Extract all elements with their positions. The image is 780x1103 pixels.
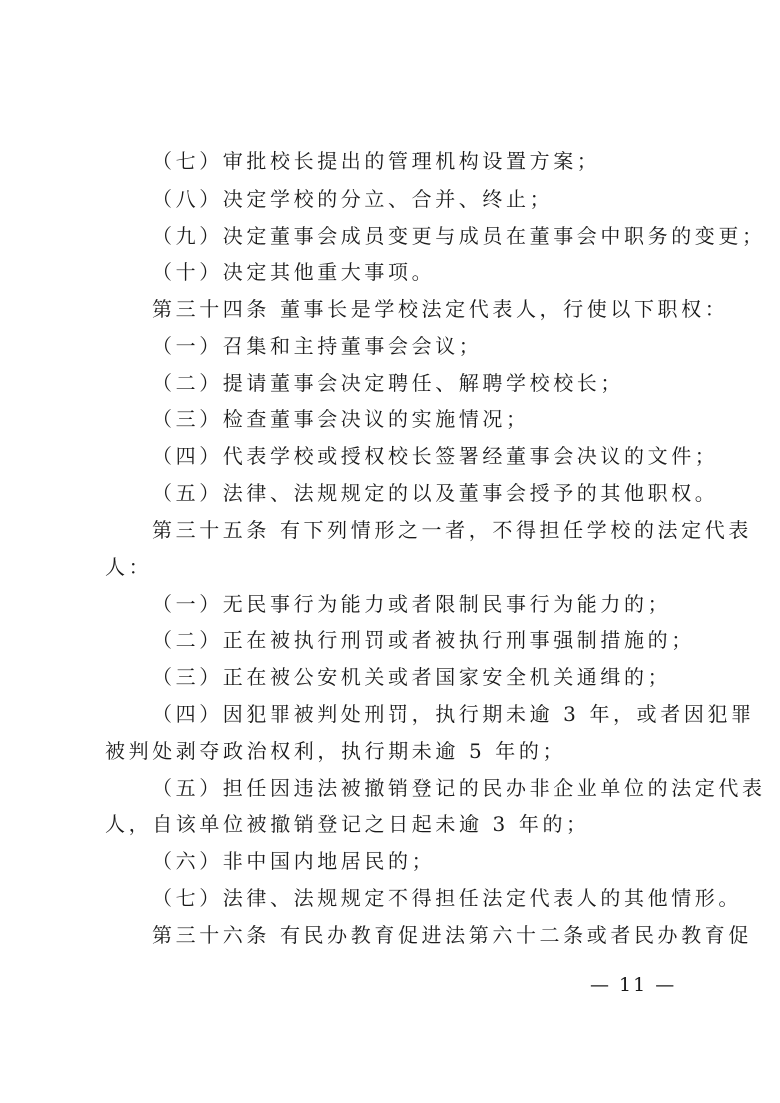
article-35-item-5-continued: 人，自该单位被撤销登记之日起未逾 3 年的； (105, 812, 590, 836)
article-34-item-5: （五）法律、法规规定的以及董事会授予的其他职权。 (152, 481, 719, 505)
article-36-heading: 第三十六条 有民办教育促进法第六十二条或者民办教育促 (152, 923, 752, 947)
article-35-item-3: （三）正在被公安机关或者国家安全机关通缉的； (152, 665, 672, 689)
article-35-item-1: （一）无民事行为能力或者限制民事行为能力的； (152, 592, 672, 616)
article-35-item-7: （七）法律、法规规定不得担任法定代表人的其他情形。 (152, 886, 742, 910)
article-34-item-3: （三）检查董事会决议的实施情况； (152, 407, 530, 431)
clause-9-decide-member-change: （九）决定董事会成员变更与成员在董事会中职务的变更； (152, 224, 766, 248)
clause-8-decide-split-merge: （八）决定学校的分立、合并、终止； (152, 187, 554, 211)
article-35-item-4: （四）因犯罪被判处刑罚，执行期未逾 3 年，或者因犯罪 (152, 702, 755, 726)
article-35-item-6: （六）非中国内地居民的； (152, 849, 436, 873)
article-34-item-2: （二）提请董事会决定聘任、解聘学校校长； (152, 371, 624, 395)
article-35-item-4-continued: 被判处剥夺政治权利，执行期未逾 5 年的； (105, 739, 567, 763)
page-number: — 11 — (590, 974, 677, 996)
clause-7-approve-structure: （七）审批校长提出的管理机构设置方案； (152, 149, 601, 173)
article-35-item-5: （五）担任因违法被撤销登记的民办非企业单位的法定代表 (152, 776, 766, 800)
article-34-heading: 第三十四条 董事长是学校法定代表人，行使以下职权： (152, 297, 729, 321)
article-34-item-4: （四）代表学校或授权校长签署经董事会决议的文件； (152, 444, 719, 468)
article-34-item-1: （一）召集和主持董事会会议； (152, 334, 483, 358)
article-35-heading-continued: 人： (105, 555, 153, 579)
clause-10-major-matters: （十）决定其他重大事项。 (152, 260, 436, 284)
article-35-item-2: （二）正在被执行刑罚或者被执行刑事强制措施的； (152, 628, 695, 652)
article-35-heading: 第三十五条 有下列情形之一者，不得担任学校的法定代表 (152, 518, 752, 542)
